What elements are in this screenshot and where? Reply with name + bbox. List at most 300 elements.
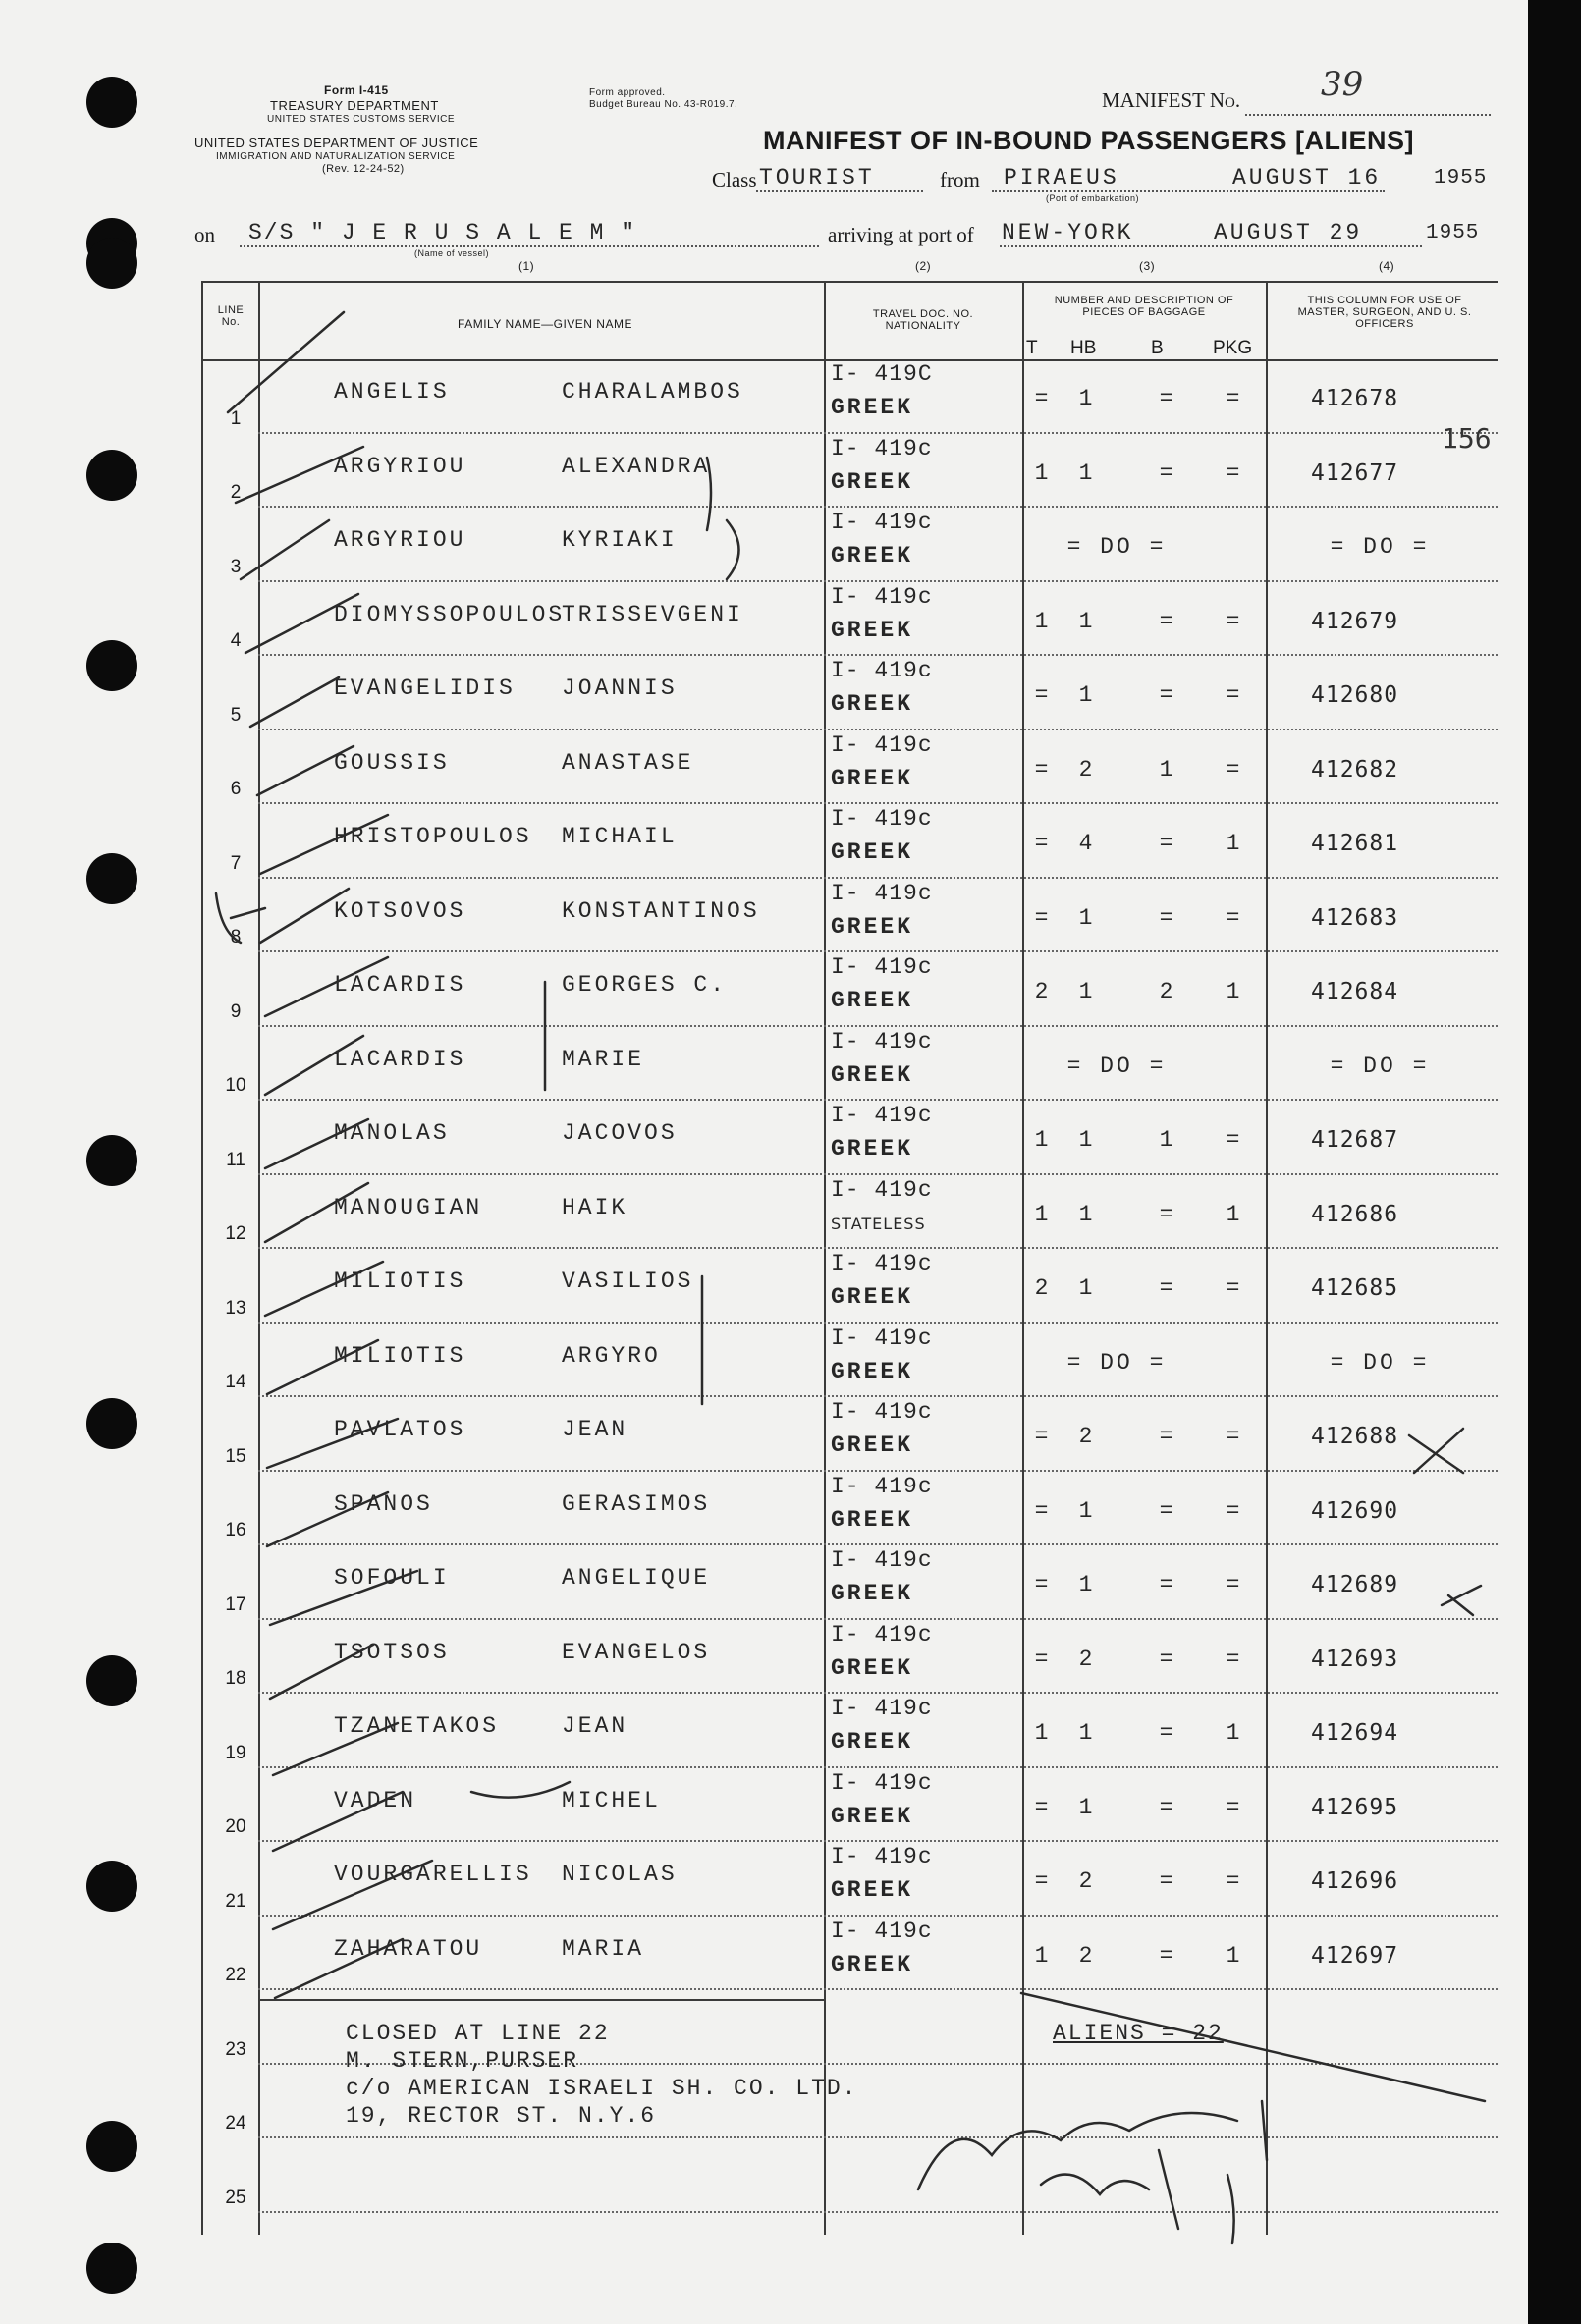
official-number: 412677 [1311,459,1399,486]
punch-hole [86,640,137,691]
official-number: 412678 [1311,386,1399,411]
baggage-t: = [1034,386,1052,411]
family-name: MANOUGIAN [334,1194,483,1220]
baggage-pkg: = [1226,1497,1243,1524]
bag-col-t: T [1026,338,1038,358]
punch-hole [86,2243,137,2294]
baggage-pkg: 1 [1226,1201,1243,1227]
travel-doc-number: I- 419c [831,583,933,610]
table-row [201,1249,1498,1324]
travel-doc-number: I- 419c [831,1176,933,1203]
col-marker-2: (2) [915,259,932,273]
baggage-ditto: = DO = [1066,1053,1167,1079]
family-name: SOFOULI [334,1565,450,1591]
baggage-hb: 1 [1078,979,1096,1004]
departure-date: AUGUST 16 [1232,165,1382,190]
baggage-pkg: = [1226,386,1243,411]
baggage-b: = [1159,1646,1176,1672]
punch-hole [86,1135,137,1186]
family-name: SPANOS [334,1490,433,1517]
travel-doc-number: I- 419c [831,1324,933,1351]
baggage-pkg: = [1226,459,1243,486]
baggage-t: 2 [1034,1275,1052,1301]
family-name: HRISTOPOULOS [334,824,532,849]
baggage-hb: 2 [1078,1646,1096,1672]
official-number: 412696 [1311,1868,1399,1894]
official-number: 412684 [1311,979,1399,1004]
punch-hole [86,853,137,904]
given-name: MARIA [562,1935,645,1962]
travel-doc-number: I- 419c [831,1547,933,1573]
class-dots [756,190,923,192]
port-embarkation-caption: (Port of embarkation) [1046,193,1140,203]
departure-year: 1955 [1434,167,1488,189]
class-value: TOURIST [759,165,875,190]
baggage-hb: 1 [1078,386,1096,411]
baggage-pkg: = [1226,1424,1243,1449]
baggage-pkg: = [1226,1794,1243,1820]
baggage-t: 1 [1034,1127,1052,1153]
baggage-t: 1 [1034,1942,1052,1969]
family-name: DIOMYSSOPOULOS [334,601,566,627]
travel-doc-number: I- 419c [831,435,933,461]
baggage-hb: 2 [1078,756,1096,783]
arriving-label: arriving at port of [828,223,974,246]
treasury-department: TREASURY DEPARTMENT [270,98,439,113]
baggage-b: = [1159,831,1176,856]
line-number: 22 [225,1965,246,1985]
punch-hole [86,238,137,289]
baggage-b: = [1159,1424,1176,1449]
official-number: 412694 [1311,1720,1399,1746]
travel-doc-number: I- 419c [831,1696,933,1721]
baggage-pkg: 1 [1226,831,1243,856]
official-number: 412689 [1311,1572,1399,1597]
manifest-title: MANIFEST OF IN-BOUND PASSENGERS [ALIENS] [763,126,1415,155]
vessel-dots [240,245,819,247]
baggage-t: = [1034,831,1052,856]
line-number: 15 [225,1445,246,1467]
nationality: GREEK [831,617,914,643]
travel-doc-number: I- 419c [831,1473,933,1499]
line-number: 23 [225,2038,246,2060]
family-name: EVANGELIDIS [334,676,516,701]
line-number: 7 [230,852,242,874]
col-head-name: FAMILY NAME—GIVEN NAME [458,317,632,331]
line-number: 5 [230,704,242,726]
baggage-hb: 1 [1078,904,1096,931]
given-name: JEAN [562,1713,628,1739]
closing-rule [258,1999,826,2001]
line-number: 14 [225,1372,246,1392]
table-row [201,1620,1498,1695]
baggage-b: = [1159,1794,1176,1820]
vessel-name: S/S " J E R U S A L E M " [248,220,637,245]
baggage-pkg: = [1226,1127,1243,1153]
official-number: 412687 [1311,1127,1399,1153]
nationality: GREEK [831,765,914,791]
family-name: MILIOTIS [334,1269,466,1294]
line-number: 12 [225,1223,246,1244]
side-note: 156 [1442,422,1492,455]
purser-name: M. STERN,PURSER [346,2048,579,2074]
baggage-b: = [1159,1720,1176,1746]
baggage-pkg: = [1226,1572,1243,1597]
table-row [201,656,1498,730]
official-number: 412697 [1311,1942,1399,1969]
class-label: Class [712,168,757,191]
closed-at-line: CLOSED AT LINE 22 [346,2021,610,2046]
table-row [201,952,1498,1027]
baggage-pkg: 1 [1226,979,1243,1004]
given-name: MICHAIL [562,824,678,849]
travel-doc-number: I- 419c [831,1399,933,1425]
col-head-baggage: NUMBER AND DESCRIPTION OF PIECES OF BAGGAGE [1054,295,1234,318]
travel-doc-number: I- 419c [831,1251,933,1276]
given-name: ARGYRO [562,1342,661,1369]
travel-doc-number: I- 419c [831,954,933,980]
nationality: GREEK [831,839,914,865]
travel-doc-number: I- 419c [831,1103,933,1128]
baggage-hb: 1 [1078,459,1096,486]
baggage-pkg: = [1226,1868,1243,1894]
travel-doc-number: I- 419c [831,1621,933,1648]
family-name: PAVLATOS [334,1417,466,1442]
family-name: LACARDIS [334,972,466,998]
nationality: GREEK [831,395,914,420]
baggage-ditto: = DO = [1066,1349,1167,1376]
given-name: ANGELIQUE [562,1565,711,1591]
line-number: 9 [230,1000,242,1022]
baggage-t: = [1034,904,1052,931]
nationality: GREEK [831,1581,914,1606]
col-head-officers: THIS COLUMN FOR USE OF MASTER, SURGEON, AND U. S. OFFICERS [1297,295,1472,330]
baggage-pkg: = [1226,682,1243,708]
line-number: 19 [225,1742,246,1763]
line-number: 6 [230,779,242,799]
table-row [201,1472,1498,1546]
given-name: JOANNIS [562,676,678,701]
nationality: GREEK [831,1136,914,1162]
given-name: VASILIOS [562,1269,694,1294]
given-name: MARIE [562,1046,645,1072]
baggage-hb: 2 [1078,1868,1096,1894]
family-name: LACARDIS [334,1046,466,1072]
baggage-b: = [1159,608,1176,634]
baggage-t: 1 [1034,459,1052,486]
given-name: ANASTASE [562,749,694,776]
official-number: 412690 [1311,1497,1399,1524]
baggage-b: = [1159,904,1176,931]
ins-label: IMMIGRATION AND NATURALIZATION SERVICE [216,151,456,162]
official-ditto: = DO = [1330,1053,1430,1079]
line-number: 21 [225,1890,246,1912]
given-name: CHARALAMBOS [562,379,743,405]
line-number: 16 [225,1520,246,1540]
baggage-t: = [1034,1497,1052,1524]
nationality: GREEK [831,1877,914,1903]
family-name: KOTSOVOS [334,897,466,924]
travel-doc-number: I- 419c [831,1844,933,1869]
arrival-port: NEW-YORK [1002,220,1134,245]
manifest-number: 39 [1321,65,1364,104]
baggage-t: = [1034,1646,1052,1672]
baggage-pkg: = [1226,1275,1243,1301]
baggage-b: = [1159,1201,1176,1227]
baggage-ditto: = DO = [1066,534,1167,560]
table-row [201,1842,1498,1917]
from-port: PIRAEUS [1004,165,1119,190]
arrival-date: AUGUST 29 [1214,220,1363,245]
nationality: GREEK [831,691,914,717]
given-name: GERASIMOS [562,1490,711,1517]
given-name: KYRIAKI [562,527,678,553]
baggage-pkg: 1 [1226,1942,1243,1969]
baggage-t: = [1034,1868,1052,1894]
table-row [201,434,1498,509]
official-number: 412682 [1311,756,1399,783]
baggage-hb: 1 [1078,1127,1096,1153]
baggage-t: 1 [1034,1720,1052,1746]
baggage-b: = [1159,386,1176,411]
baggage-b: = [1159,459,1176,486]
baggage-hb: 1 [1078,1275,1096,1301]
given-name: GEORGES C. [562,972,728,998]
budget-bureau: Budget Bureau No. 43-R019.7. [589,99,738,110]
given-name: JACOVOS [562,1120,678,1146]
given-name: EVANGELOS [562,1639,711,1665]
official-number: 412693 [1311,1646,1399,1672]
punch-hole [86,2121,137,2172]
family-name: GOUSSIS [334,749,450,776]
baggage-hb: 1 [1078,1497,1096,1524]
nationality: STATELESS [831,1214,926,1233]
col-marker-1: (1) [518,259,535,273]
family-name: ARGYRIOU [334,527,466,553]
line-number: 4 [230,630,242,651]
family-name: ZAHARATOU [334,1935,483,1962]
baggage-b: = [1159,682,1176,708]
family-name: VOURGARELLIS [334,1862,532,1887]
baggage-t: = [1034,756,1052,783]
company-address: 19, RECTOR ST. N.Y.6 [346,2103,657,2129]
family-name: TSOTSOS [334,1639,450,1665]
on-label: on [194,223,215,246]
customs-service: UNITED STATES CUSTOMS SERVICE [267,114,456,125]
baggage-hb: 1 [1078,1794,1096,1820]
punch-hole [86,1655,137,1706]
nationality: GREEK [831,1358,914,1384]
nationality: GREEK [831,1654,914,1681]
line-number: 13 [225,1297,246,1319]
nationality: GREEK [831,1951,914,1977]
table-row [201,1027,1498,1102]
revision-label: (Rev. 12-24-52) [322,163,405,175]
table-row [201,1545,1498,1620]
arrival-year: 1955 [1426,222,1480,244]
official-number: 412695 [1311,1794,1399,1820]
bag-col-pkg: PKG [1213,338,1253,358]
baggage-t: 1 [1034,608,1052,634]
baggage-t: = [1034,1794,1052,1820]
travel-doc-number: I- 419c [831,658,933,683]
line-number: 18 [225,1668,246,1689]
baggage-pkg: = [1226,756,1243,783]
official-ditto: = DO = [1330,1349,1430,1376]
official-number: 412681 [1311,831,1399,856]
table-row [201,1917,1498,1991]
line-number: 25 [225,2187,246,2208]
form-approved: Form approved. [589,87,666,98]
nationality: GREEK [831,1284,914,1310]
given-name: TRISSEVGENI [562,601,743,627]
table-row [201,730,1498,805]
passenger-table [201,281,1498,2244]
baggage-hb: 4 [1078,831,1096,856]
table-row [201,359,1498,434]
punch-hole [86,1861,137,1912]
nationality: GREEK [831,1432,914,1458]
baggage-t: 2 [1034,979,1052,1004]
given-name: KONSTANTINOS [562,897,760,924]
nationality: GREEK [831,1729,914,1755]
line-number: 3 [230,556,242,577]
travel-doc-number: I- 419c [831,1769,933,1796]
punch-hole [86,1398,137,1449]
given-name: HAIK [562,1194,628,1220]
aliens-total: ALIENS = 22 [1053,2021,1224,2046]
given-name: NICOLAS [562,1862,678,1887]
family-name: MANOLAS [334,1120,450,1146]
nationality: GREEK [831,1803,914,1829]
baggage-hb: 1 [1078,1720,1096,1746]
travel-doc-number: I- 419c [831,880,933,906]
manifest-no-dots [1245,114,1491,116]
table-row [201,582,1498,657]
company-name: c/o AMERICAN ISRAELI SH. CO. LTD. [346,2076,858,2101]
baggage-b: 1 [1159,756,1176,783]
table-row [201,1175,1498,1250]
baggage-hb: 1 [1078,682,1096,708]
given-name: MICHEL [562,1787,661,1813]
table-row [201,1324,1498,1398]
empty-row [201,2138,1498,2213]
line-number: 8 [230,927,242,947]
table-row [201,1768,1498,1843]
justice-department: UNITED STATES DEPARTMENT OF JUSTICE [194,135,479,150]
baggage-hb: 1 [1078,608,1096,634]
baggage-pkg: = [1226,608,1243,634]
form-number: Form I-415 [324,83,389,97]
baggage-hb: 2 [1078,1424,1096,1449]
baggage-b: = [1159,1275,1176,1301]
col-head-line-no: LINE No. [217,304,245,328]
manifest-no-label: MANIFEST No. [1102,88,1241,112]
line-number: 11 [226,1149,245,1170]
nationality: GREEK [831,988,914,1013]
baggage-pkg: = [1226,904,1243,931]
travel-doc-number: I- 419c [831,1028,933,1054]
bag-col-hb: HB [1070,338,1097,358]
from-label: from [940,168,980,191]
line-number: 1 [230,407,242,429]
travel-doc-number: I- 419c [831,1918,933,1944]
col-head-travel-doc: TRAVEL DOC. NO. NATIONALITY [872,308,974,332]
official-number: 412679 [1311,608,1399,634]
travel-doc-number: I- 419c [831,510,933,535]
travel-doc-number: I- 419C [831,361,933,387]
table-row [201,1694,1498,1768]
nationality: GREEK [831,468,914,495]
family-name: ARGYRIOU [334,453,466,479]
line-number: 20 [225,1816,246,1837]
table-row [201,879,1498,953]
nationality: GREEK [831,1506,914,1533]
nationality: GREEK [831,543,914,568]
table-row [201,1101,1498,1175]
family-name: ANGELIS [334,379,450,405]
line-number: 17 [225,1594,246,1615]
bag-col-b: B [1151,338,1164,358]
baggage-hb: 1 [1078,1572,1096,1597]
table-row [201,508,1498,582]
baggage-b: 2 [1159,979,1176,1004]
travel-doc-number: I- 419c [831,731,933,758]
col-marker-3: (3) [1139,259,1156,273]
given-name: ALEXANDRA [562,453,711,479]
baggage-t: 1 [1034,1201,1052,1227]
table-row [201,1397,1498,1472]
line-number: 10 [225,1075,246,1096]
travel-doc-number: I- 419c [831,806,933,832]
official-number: 412683 [1311,904,1399,931]
baggage-pkg: = [1226,1646,1243,1672]
nationality: GREEK [831,1061,914,1088]
nationality: GREEK [831,913,914,940]
punch-hole [86,77,137,128]
baggage-b: 1 [1159,1127,1176,1153]
col-marker-4: (4) [1379,259,1395,273]
official-ditto: = DO = [1330,534,1430,560]
official-number: 412686 [1311,1201,1399,1227]
vessel-caption: (Name of vessel) [414,248,490,258]
official-number: 412685 [1311,1275,1399,1301]
line-number: 2 [230,482,242,503]
baggage-pkg: 1 [1226,1720,1243,1746]
official-number: 412680 [1311,682,1399,708]
baggage-hb: 2 [1078,1942,1096,1969]
given-name: JEAN [562,1417,628,1442]
row-rule [258,2211,1498,2213]
family-name: VADEN [334,1787,417,1813]
baggage-t: = [1034,1424,1052,1449]
baggage-hb: 1 [1078,1201,1096,1227]
family-name: TZANETAKOS [334,1713,500,1739]
baggage-b: = [1159,1572,1176,1597]
baggage-t: = [1034,1572,1052,1597]
family-name: MILIOTIS [334,1342,466,1369]
punch-hole [86,450,137,501]
baggage-b: = [1159,1497,1176,1524]
table-top-rule [201,281,1498,283]
baggage-t: = [1034,682,1052,708]
official-number: 412688 [1311,1424,1399,1449]
line-number: 24 [225,2113,246,2134]
arrival-dots [1000,245,1422,247]
baggage-b: = [1159,1868,1176,1894]
table-row [201,804,1498,879]
scan-border [1528,0,1581,2324]
